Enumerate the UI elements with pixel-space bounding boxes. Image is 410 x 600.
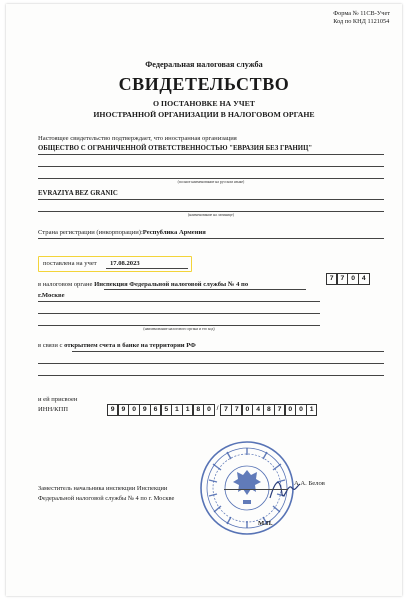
kpp-digit: 4 bbox=[252, 404, 263, 416]
inn-kpp-separator: / bbox=[216, 405, 219, 412]
inn-digit: 1 bbox=[182, 404, 193, 416]
authority-name: Инспекция Федеральной налоговой службы № 4 по bbox=[94, 281, 249, 288]
inn-digit: 6 bbox=[150, 404, 161, 416]
line-country bbox=[38, 238, 384, 239]
org-latin-name: EVRAZIYA BEZ GRANIC bbox=[38, 190, 118, 197]
line-signature bbox=[224, 489, 288, 490]
inn-digit: 9 bbox=[118, 404, 129, 416]
line-full-name-2 bbox=[38, 166, 384, 167]
line-authority-1 bbox=[104, 289, 306, 290]
hint-full-name: (полное наименование на русском языке) bbox=[177, 180, 245, 184]
signer-title-line-1: Заместитель начальника инспекции Инспекции bbox=[38, 485, 168, 492]
authority-code-digit: 7 bbox=[337, 273, 348, 285]
knd-code: Код по КНД 1121054 bbox=[333, 18, 390, 25]
inn-digit: 1 bbox=[171, 404, 182, 416]
document-title: СВИДЕТЕЛЬСТВО bbox=[118, 74, 290, 94]
inn-kpp-label: ИНН/КПП bbox=[38, 406, 69, 413]
reason-text: открытием счета в банке на территории РФ bbox=[64, 342, 196, 349]
authority-prefix: в налоговом органе bbox=[38, 281, 93, 288]
kpp-digit: 7 bbox=[274, 404, 285, 416]
authority-code-digit: 7 bbox=[326, 273, 337, 285]
reason-row bbox=[38, 342, 196, 349]
hint-latin-name: (наименование на латинице) bbox=[187, 213, 235, 217]
signer-name: А.А. Белов bbox=[294, 480, 325, 487]
kpp-digit: 0 bbox=[295, 404, 306, 416]
kpp-digit: 1 bbox=[306, 404, 317, 416]
line-reason-2 bbox=[38, 363, 384, 364]
inn-digit: 0 bbox=[203, 404, 214, 416]
line-registered-date bbox=[106, 268, 188, 269]
inn-digit: 5 bbox=[161, 404, 172, 416]
form-number: Форма № 11СВ-Учет bbox=[333, 10, 390, 17]
line-authority-3 bbox=[38, 313, 320, 314]
certificate-page bbox=[6, 4, 402, 596]
line-latin-name-1 bbox=[38, 199, 384, 200]
assigned-label: и ей присвоен bbox=[38, 396, 78, 403]
line-reason-3 bbox=[38, 375, 384, 376]
kpp-digit: 7 bbox=[220, 404, 231, 416]
inn-kpp-boxes bbox=[107, 404, 317, 416]
signer-title-line-2: Федеральной налоговой службы № 4 по г. Москве bbox=[38, 495, 175, 502]
org-full-name: ОБЩЕСТВО С ОГРАНИЧЕННОЙ ОТВЕТСТВЕННОСТЬЮ "ЕВРАЗИЯ БЕЗ ГРАНИЦ" bbox=[38, 145, 313, 152]
kpp-digit: 0 bbox=[242, 404, 253, 416]
line-authority-2 bbox=[38, 301, 320, 302]
registered-date: 17.08.2023 bbox=[110, 260, 140, 267]
country-value: Республика Армения bbox=[142, 229, 206, 236]
line-reason-1 bbox=[72, 351, 384, 352]
kpp-digit: 8 bbox=[263, 404, 274, 416]
hint-authority: (наименование налогового органа и его код) bbox=[143, 327, 215, 331]
subtitle-line-2: ИНОСТРАННОЙ ОРГАНИЗАЦИИ В НАЛОГОВОМ ОРГАНЕ bbox=[93, 110, 315, 119]
inn-digit: 9 bbox=[107, 404, 118, 416]
inn-digit: 0 bbox=[128, 404, 139, 416]
inn-digit: 8 bbox=[193, 404, 204, 416]
document-subtitle bbox=[6, 98, 402, 120]
registered-label: поставлена на учет bbox=[43, 260, 97, 267]
authority-code-boxes bbox=[326, 273, 369, 285]
subtitle-line-1: О ПОСТАНОВКЕ НА УЧЕТ bbox=[153, 99, 255, 108]
intro-text: Настоящее свидетельство подтверждает, что иностранная организация bbox=[38, 135, 237, 142]
inn-digit: 9 bbox=[139, 404, 150, 416]
line-latin-name-2 bbox=[38, 211, 384, 212]
issuer-name: Федеральная налоговая служба bbox=[145, 60, 263, 69]
country-label: Страна регистрации (инкорпорации): bbox=[38, 229, 143, 236]
kpp-digit: 0 bbox=[285, 404, 296, 416]
line-authority-4 bbox=[38, 325, 320, 326]
authority-code-digit: 0 bbox=[347, 273, 358, 285]
line-full-name-3 bbox=[38, 178, 384, 179]
kpp-digit: 7 bbox=[231, 404, 242, 416]
form-code-block bbox=[333, 10, 390, 26]
authority-row bbox=[38, 281, 248, 288]
country-row bbox=[38, 229, 206, 236]
authority-code-digit: 4 bbox=[358, 273, 369, 285]
stamp-place: М.П. bbox=[258, 520, 273, 527]
line-full-name-1 bbox=[38, 154, 384, 155]
authority-city: г.Москве bbox=[38, 292, 65, 299]
reason-prefix: в связи с bbox=[38, 342, 63, 349]
